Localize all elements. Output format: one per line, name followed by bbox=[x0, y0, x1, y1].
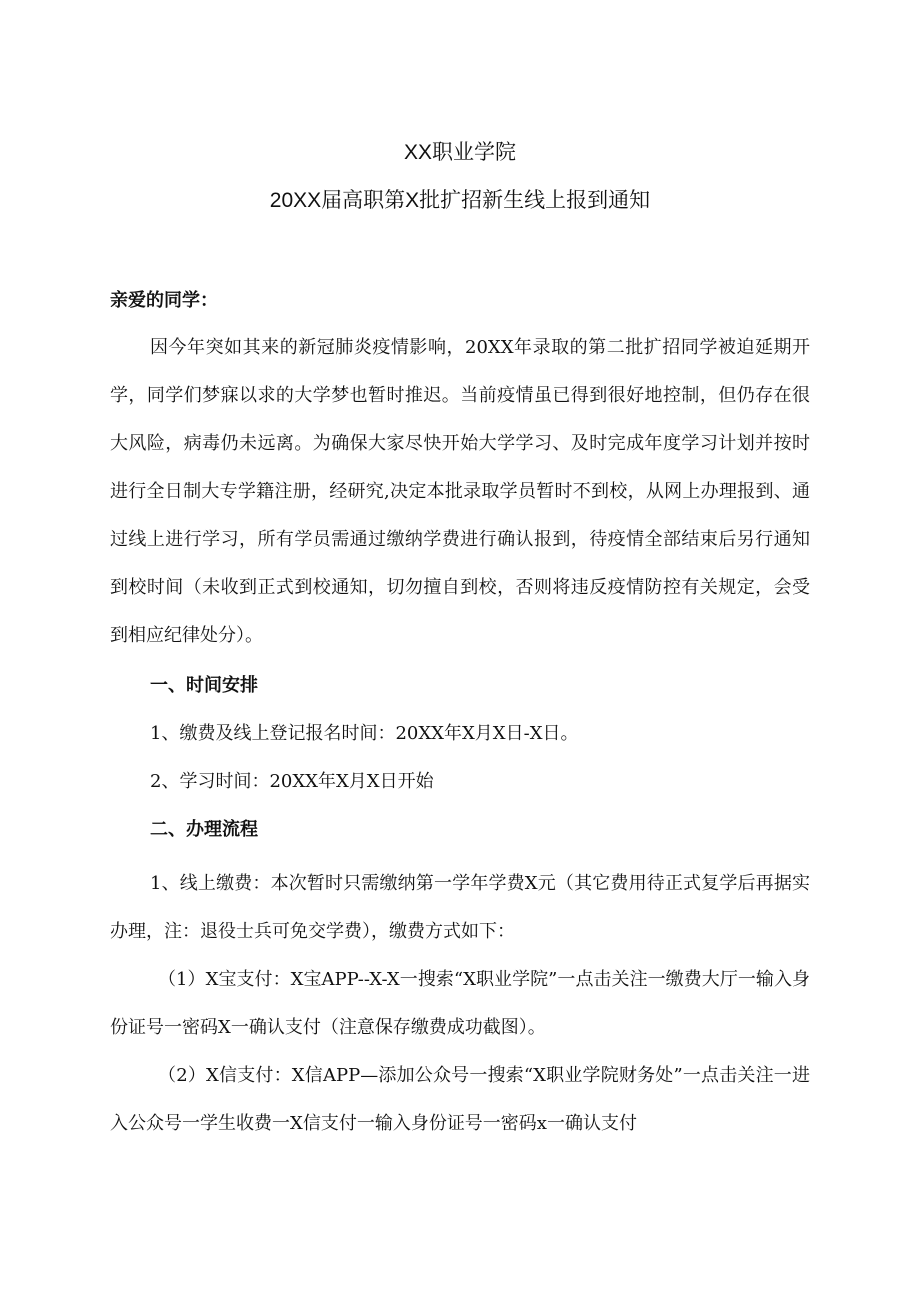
notice-title: 20XX届高职第X批扩招新生线上报到通知 bbox=[269, 189, 651, 212]
section-heading-process: 二、办理流程 bbox=[150, 819, 258, 840]
school-title: XX职业学院 bbox=[403, 141, 516, 164]
salutation: 亲爱的同学： bbox=[110, 290, 218, 311]
time-item-payment: 1、缴费及线上登记报名时间：20XX年X月X日-X日。 bbox=[150, 723, 579, 744]
time-item-study: 2、学习时间：20XX年X月X日开始 bbox=[150, 771, 434, 792]
intro-paragraph: 因今年突如其来的新冠肺炎疫情影响，20XX年录取的第二批扩招同学被迫延期开学，同学们梦寐以求的大学梦也暂时推迟。当前疫情虽已得到很好地控制，但仍存在很大风险，病毒仍未远离。为确保大家尽快开始大学学习、及时完成年度学习计划并按时进行全日制大专学籍注册，经研究,决定本批录取学员暂时不到校，从网上办理报到、通过线上进行学习，所有学员需通过缴纳学费进行确认报到，待疫情全部结束后另行通知到校时间（未收到正式到校通知，切勿擅自到校，否则将违反疫情防控有关规定，会受到相应纪律处分）。 bbox=[110, 337, 810, 646]
section-heading-time: 一、时间安排 bbox=[150, 675, 258, 696]
alipay-paragraph: （1）X宝支付：X宝APP--X-X一搜索“X职业学院”一点击关注一缴费大厅一输入身份证号一密码X一确认支付（注意保存缴费成功截图）。 bbox=[110, 969, 810, 1038]
fee-paragraph: 1、线上缴费：本次暂时只需缴纳第一学年学费X元（其它费用待正式复学后再据实办理，注：退役士兵可免交学费），缴费方式如下： bbox=[110, 873, 810, 942]
wechat-paragraph: （2）X信支付：X信APP—添加公众号一搜索“X职业学院财务处”一点击关注一进入公众号一学生收费一X信支付一输入身份证号一密码x一确认支付 bbox=[110, 1065, 810, 1134]
